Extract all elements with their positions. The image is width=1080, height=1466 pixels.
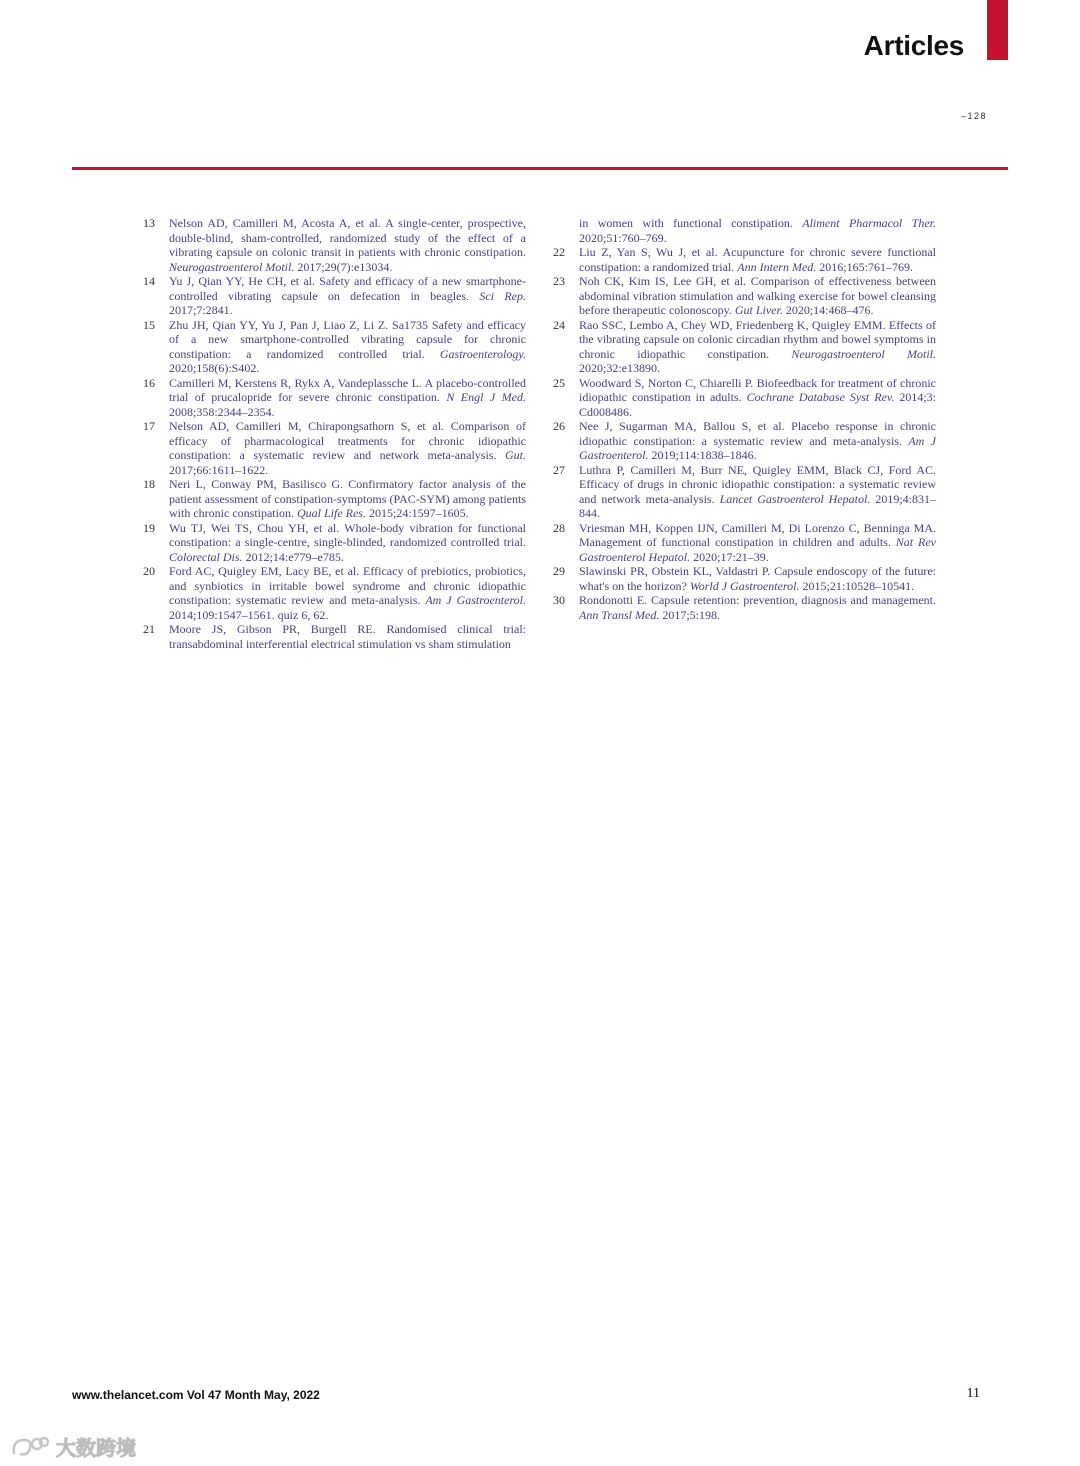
reference-item <box>553 521 936 565</box>
header-rule <box>72 167 1008 170</box>
watermark-logo-icon <box>10 1434 50 1460</box>
reference-text: Moore JS, Gibson PR, Burgell RE. Randomised clinical trial: transabdominal interferential electrical stimulation vs sham stimulation <box>169 622 526 651</box>
reference-item <box>553 245 936 274</box>
header-accent-tab <box>987 0 1008 60</box>
references-left-column <box>143 216 526 651</box>
reference-text: Rao SSC, Lembo A, Chey WD, Friedenberg K, Quigley EMM. Effects of the vibrating capsule on colonic circadian rhythm and bowel symptoms in chronic idiopathic constipation. Neurogastroenterol Motil. 2020;32:e13890. <box>579 317 936 375</box>
reference-text: Zhu JH, Qian YY, Yu J, Pan J, Liao Z, Li Z. Sa1735 Safety and efficacy of a new smartphone-controlled vibrating capsule for chronic constipation: a randomized controlled trial. Gastroenterology. 2020;158(6):S402. <box>169 317 526 375</box>
journal-name: Gut Liver. <box>734 303 783 317</box>
reference-text: Noh CK, Kim IS, Lee GH, et al. Comparison of effectiveness between abdominal vibration stimulation and walking exercise for bowel cleansing before therapeutic colonoscopy. Gut Liver. 2020;14:468–476. <box>579 274 936 317</box>
journal-name: Nat Rev Gastroenterol Hepatol. <box>579 535 936 564</box>
reference-item <box>143 318 526 376</box>
reference-number: 15 <box>143 317 155 332</box>
reference-number: 27 <box>553 462 565 477</box>
reference-text: Camilleri M, Kerstens R, Rykx A, Vandeplassche L. A placebo-controlled trial of prucalopride for severe chronic constipation. N Engl J Med. 2008;358:2344–2354. <box>169 375 526 419</box>
page-number: 11 <box>966 1386 980 1401</box>
references-right-column <box>553 216 936 622</box>
reference-text: Slawinski PR, Obstein KL, Valdastri P. Capsule endoscopy of the future: what's on the horizon? World J Gastroenterol. 2015;21:10528–10541. <box>579 564 936 593</box>
reference-item <box>553 593 936 622</box>
reference-text: Vriesman MH, Koppen IJN, Camilleri M, Di Lorenzo C, Benninga MA. Management of functional constipation in children and adults. Nat Rev Gastroenterol Hepatol. 2020;17:21–39. <box>579 520 936 564</box>
journal-name: Neurogastroenterol Motil. <box>791 346 936 361</box>
reference-text: Yu J, Qian YY, He CH, et al. Safety and efficacy of a new smartphone-controlled vibrating capsule on defecation in beagles. Sci Rep. 2017;7:2841. <box>169 274 526 317</box>
reference-text: Liu Z, Yan S, Wu J, et al. Acupuncture for chronic severe functional constipation: a randomized trial. Ann Intern Med. 2016;165:761–769. <box>579 245 936 274</box>
reference-number: 19 <box>143 520 155 535</box>
reference-item <box>143 419 526 477</box>
reference-item <box>143 216 526 274</box>
journal-name: Am J Gastroenterol. <box>579 433 936 462</box>
reference-number: 14 <box>143 274 155 288</box>
journal-name: Gut. <box>505 448 526 462</box>
reference-number: 20 <box>143 564 155 578</box>
reference-item <box>143 521 526 565</box>
reference-item <box>143 564 526 622</box>
reference-text: Rondonotti E. Capsule retention: prevention, diagnosis and management. Ann Transl Med. 2017;5:198. <box>579 593 936 622</box>
reference-number: 23 <box>553 274 565 288</box>
reference-item <box>553 318 936 376</box>
reference-text: Woodward S, Norton C, Chiarelli P. Biofeedback for treatment of chronic idiopathic constipation in adults. Cochrane Database Syst Rev. 2014;3: Cd008486. <box>579 375 936 419</box>
reference-item <box>143 622 526 651</box>
reference-number: 22 <box>553 245 565 259</box>
reference-number: 24 <box>553 317 565 332</box>
journal-name: World J Gastroenterol. <box>689 578 800 593</box>
reference-number: 21 <box>143 622 155 636</box>
reference-number: 28 <box>553 520 565 535</box>
journal-name: Gastroenterology. <box>439 346 526 361</box>
journal-name: Ann Transl Med. <box>579 607 660 622</box>
reference-text: Nelson AD, Camilleri M, Chirapongsathorn S, et al. Comparison of efficacy of pharmacological treatments for chronic idiopathic constipation: a systematic review and network meta-analysis. Gut. 2017;66:1611–1622. <box>169 419 526 477</box>
reference-continuation <box>553 216 936 245</box>
reference-item <box>553 564 936 593</box>
reference-number: 17 <box>143 419 155 433</box>
journal-name: Cochrane Database Syst Rev. <box>746 390 895 404</box>
reference-item <box>553 419 936 463</box>
journal-name: N Engl J Med. <box>446 390 526 404</box>
reference-text: Nee J, Sugarman MA, Ballou S, et al. Placebo response in chronic idiopathic constipation: a systematic review and meta-analysis. Am J Gastroenterol. 2019;114:1838–1846. <box>579 419 936 462</box>
reference-item <box>553 463 936 521</box>
reference-text: in women with functional constipation. Aliment Pharmacol Ther. 2020;51:760–769. <box>579 216 936 245</box>
reference-text: Luthra P, Camilleri M, Burr NE, Quigley EMM, Black CJ, Ford AC. Efficacy of drugs in chronic idiopathic constipation: a systematic review and network meta-analysis. Lancet Gastroenterol Hepatol. 2019;4:831–844. <box>579 462 937 520</box>
journal-name: Colorectal Dis. <box>169 549 243 564</box>
journal-name: Am J Gastroenterol. <box>425 593 526 607</box>
journal-name: Sci Rep. <box>479 288 526 303</box>
reference-number: 25 <box>553 375 565 390</box>
journal-name: Neurogastroenterol Motil. <box>169 259 295 274</box>
reference-number: 18 <box>143 477 155 491</box>
reference-text: Wu TJ, Wei TS, Chou YH, et al. Whole-body vibration for functional constipation: a single-centre, single-blinded, randomized controlled trial. Colorectal Dis. 2012;14:e779–e785. <box>169 520 526 564</box>
journal-name: Aliment Pharmacol Ther. <box>802 216 936 230</box>
journal-name: Ann Intern Med. <box>737 259 817 274</box>
watermark-text: 大数跨境 <box>56 1436 136 1460</box>
reference-number: 16 <box>143 375 155 390</box>
reference-text: Neri L, Conway PM, Basilisco G. Confirmatory factor analysis of the patient assessment of constipation-symptoms (PAC-SYM) among patients with chronic constipation. Qual Life Res. 2015;24:1597–1605. <box>169 477 526 520</box>
section-label: Articles <box>863 30 964 61</box>
journal-name: Qual Life Res. <box>296 506 366 520</box>
watermark <box>10 1432 136 1461</box>
reference-item <box>143 376 526 420</box>
reference-number: 30 <box>553 593 565 607</box>
footer-journal-info[interactable]: www.thelancet.com Vol 47 Month May, 2022 <box>72 1388 320 1402</box>
reference-text: Nelson AD, Camilleri M, Acosta A, et al. A single-center, prospective, double-blind, sham-controlled, randomized study of the effect of a vibrating capsule on colonic transit in patients with chronic constipation. Neurogastroenterol Motil. 2017;29(7):e13034. <box>169 216 526 274</box>
journal-name: Lancet Gastroenterol Hepatol. <box>719 491 871 506</box>
reference-item <box>553 376 936 420</box>
reference-number: 29 <box>553 564 565 578</box>
reference-item <box>553 274 936 318</box>
reference-item <box>143 477 526 521</box>
reference-number: 26 <box>553 419 565 433</box>
reference-text: Ford AC, Quigley EM, Lacy BE, et al. Efficacy of prebiotics, probiotics, and synbiotics in irritable bowel syndrome and chronic idiopathic constipation: systematic review and meta-analysis. Am J Gastroenterol. 2014;109:1547–1561. quiz 6, 62. <box>169 564 526 622</box>
reference-item <box>143 274 526 318</box>
page-code: –128 <box>960 111 987 121</box>
reference-number: 13 <box>143 216 155 230</box>
